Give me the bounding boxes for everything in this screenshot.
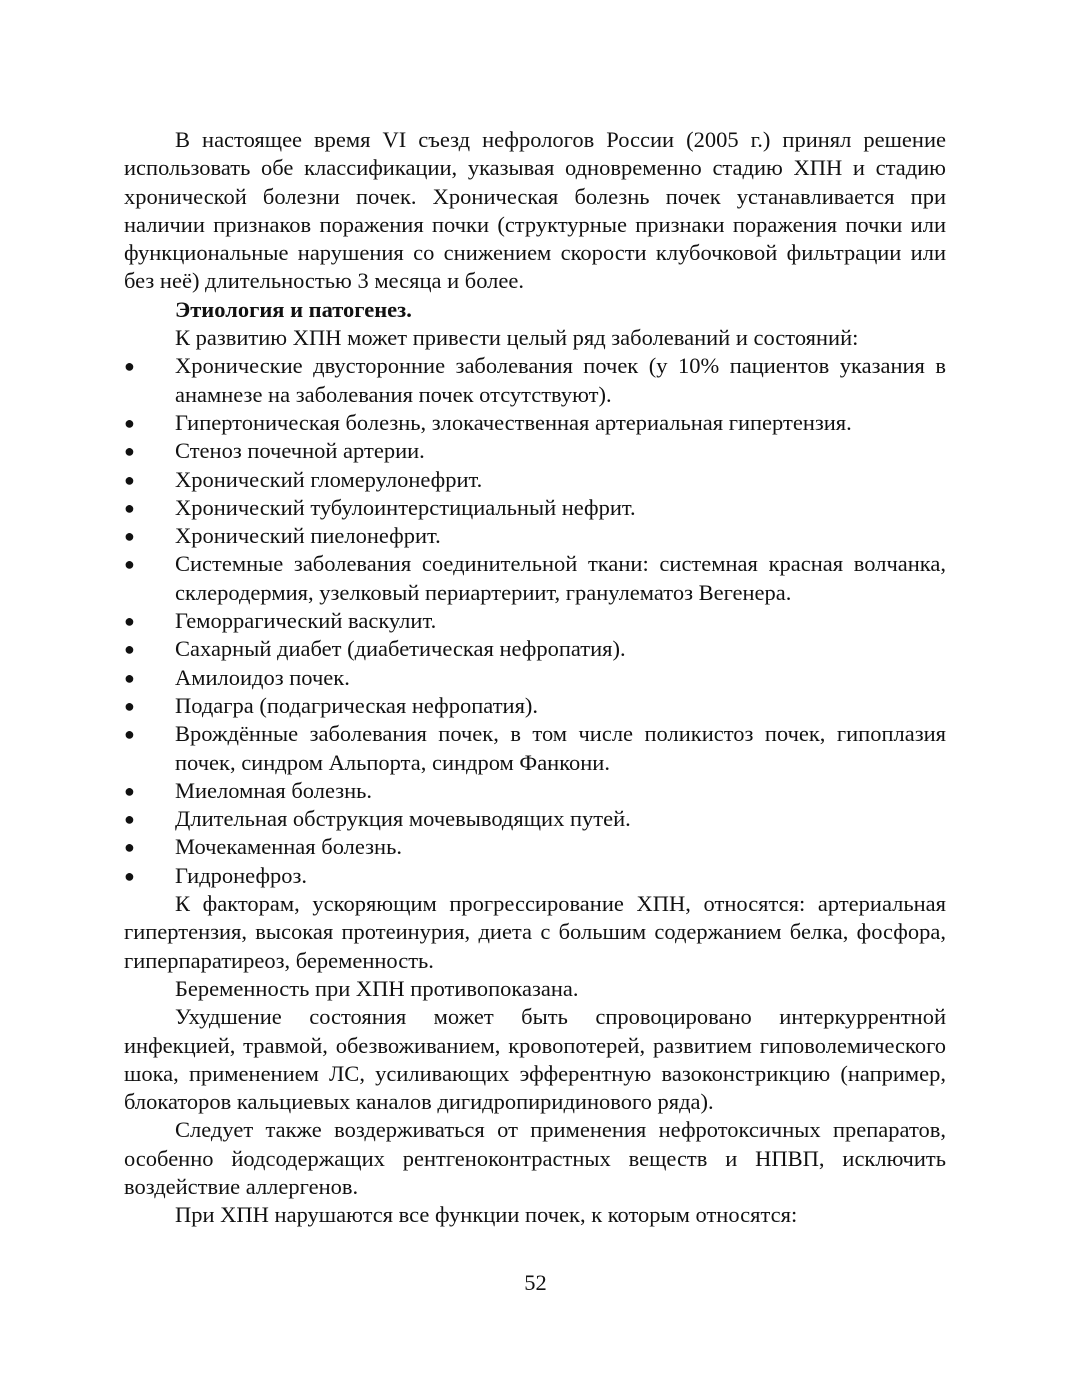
list-item xyxy=(124,437,946,465)
list-item xyxy=(124,550,946,607)
bullet-icon: ● xyxy=(124,809,135,830)
bullet-icon: ● xyxy=(124,554,135,575)
bullet-icon: ● xyxy=(124,667,135,688)
list-item xyxy=(124,466,946,494)
bullet-icon: ● xyxy=(124,837,135,858)
list-item-text: Хронический пиелонефрит. xyxy=(175,523,441,549)
list-item-text: Хронические двусторонние заболевания почек (у 10% пациентов указания в анамнезе на заболевания почек отсутствуют). xyxy=(175,353,946,407)
paragraph-kidney-functions: При ХПН нарушаются все функции почек, к которым относятся: xyxy=(175,1202,798,1228)
list-item xyxy=(124,409,946,437)
list-item-text: Длительная обструкция мочевыводящих путей. xyxy=(175,806,631,832)
bullet-icon: ● xyxy=(124,356,135,377)
list-item-text: Мочекаменная болезнь. xyxy=(175,834,402,860)
paragraph-progression-factors: К факторам, ускоряющим прогрессирование ХПН, относятся: артериальная гипертензия, высокая протеинурия, диета с большим содержанием белка, фосфора, гиперпаратиреоз, беременность. xyxy=(124,891,946,973)
list-item xyxy=(124,635,946,663)
list-item xyxy=(124,494,946,522)
list-item xyxy=(124,833,946,861)
bullet-icon: ● xyxy=(124,865,135,886)
list-item xyxy=(124,692,946,720)
list-item-text: Гипертоническая болезнь, злокачественная артериальная гипертензия. xyxy=(175,409,852,435)
bullet-icon: ● xyxy=(124,497,135,518)
list-item-text: Геморрагический васкулит. xyxy=(175,608,437,634)
page-number: 52 xyxy=(524,1270,547,1295)
paragraph-list-intro: К развитию ХПН может привести целый ряд заболеваний и состояний: xyxy=(175,325,859,351)
list-item-text: Хронический тубулоинтерстициальный нефрит. xyxy=(175,494,636,520)
bullet-icon: ● xyxy=(124,724,135,745)
bullet-icon: ● xyxy=(124,611,135,632)
list-item xyxy=(124,805,946,833)
list-item xyxy=(124,664,946,692)
paragraph-pregnancy: Беременность при ХПН противопоказана. xyxy=(175,975,579,1001)
paragraph-nephrotoxic: Следует также воздерживаться от применения нефротоксичных препаратов, особенно йодсодержащих рентгеноконтрастных веществ и НПВП, исключить воздействие аллергенов. xyxy=(124,1117,946,1199)
list-item xyxy=(124,720,946,777)
bullet-icon: ● xyxy=(124,639,135,660)
list-item-text: Сахарный диабет (диабетическая нефропатия). xyxy=(175,636,626,662)
list-item xyxy=(124,607,946,635)
paragraph-worsening: Ухудшение состояния может быть спровоцировано интеркуррентной инфекцией, травмой, обезвоживанием, кровопотерей, развитием гиповолемического шока, применением ЛС, усиливающих эфферентную вазоконстрикцию (например, блокаторов кальциевых каналов дигидропиридинового ряда). xyxy=(124,1004,946,1115)
list-item-text: Подагра (подагрическая нефропатия). xyxy=(175,692,539,718)
bullet-icon: ● xyxy=(124,695,135,716)
list-item-text: Гидронефроз. xyxy=(175,862,308,888)
causes-list xyxy=(124,352,946,890)
list-item xyxy=(124,352,946,409)
list-item-text: Хронический гломерулонефрит. xyxy=(175,466,483,492)
bullet-icon: ● xyxy=(124,412,135,433)
list-item-text: Стеноз почечной артерии. xyxy=(175,438,425,464)
list-item xyxy=(124,777,946,805)
section-heading-etiology: Этиология и патогенез. xyxy=(175,296,412,322)
bullet-icon: ● xyxy=(124,441,135,462)
list-item-text: Врождённые заболевания почек, в том числе поликистоз почек, гипоплазия почек, синдром Альпорта, синдром Фанкони. xyxy=(175,721,946,775)
paragraph-ckd-classification: В настоящее время VI съезд нефрологов России (2005 г.) принял решение использовать обе классификации, указывая одновременно стадию ХПН и стадию хронической болезни почек. Хроническая болезнь почек устанавливается при наличии признаков поражения почки (структурные признаки поражения почки или функциональные нарушения со снижением скорости клубочковой фильтрации или без неё) длительностью 3 месяца и более. xyxy=(124,127,946,294)
list-item-text: Амилоидоз почек. xyxy=(175,664,350,690)
bullet-icon: ● xyxy=(124,526,135,547)
bullet-icon: ● xyxy=(124,780,135,801)
list-item xyxy=(124,862,946,890)
list-item xyxy=(124,522,946,550)
bullet-icon: ● xyxy=(124,469,135,490)
page-body xyxy=(124,126,946,1230)
list-item-text: Системные заболевания соединительной ткани: системная красная волчанка, склеродермия, узелковый периартериит, гранулематоз Вегенера. xyxy=(175,551,946,605)
list-item-text: Миеломная болезнь. xyxy=(175,777,373,803)
